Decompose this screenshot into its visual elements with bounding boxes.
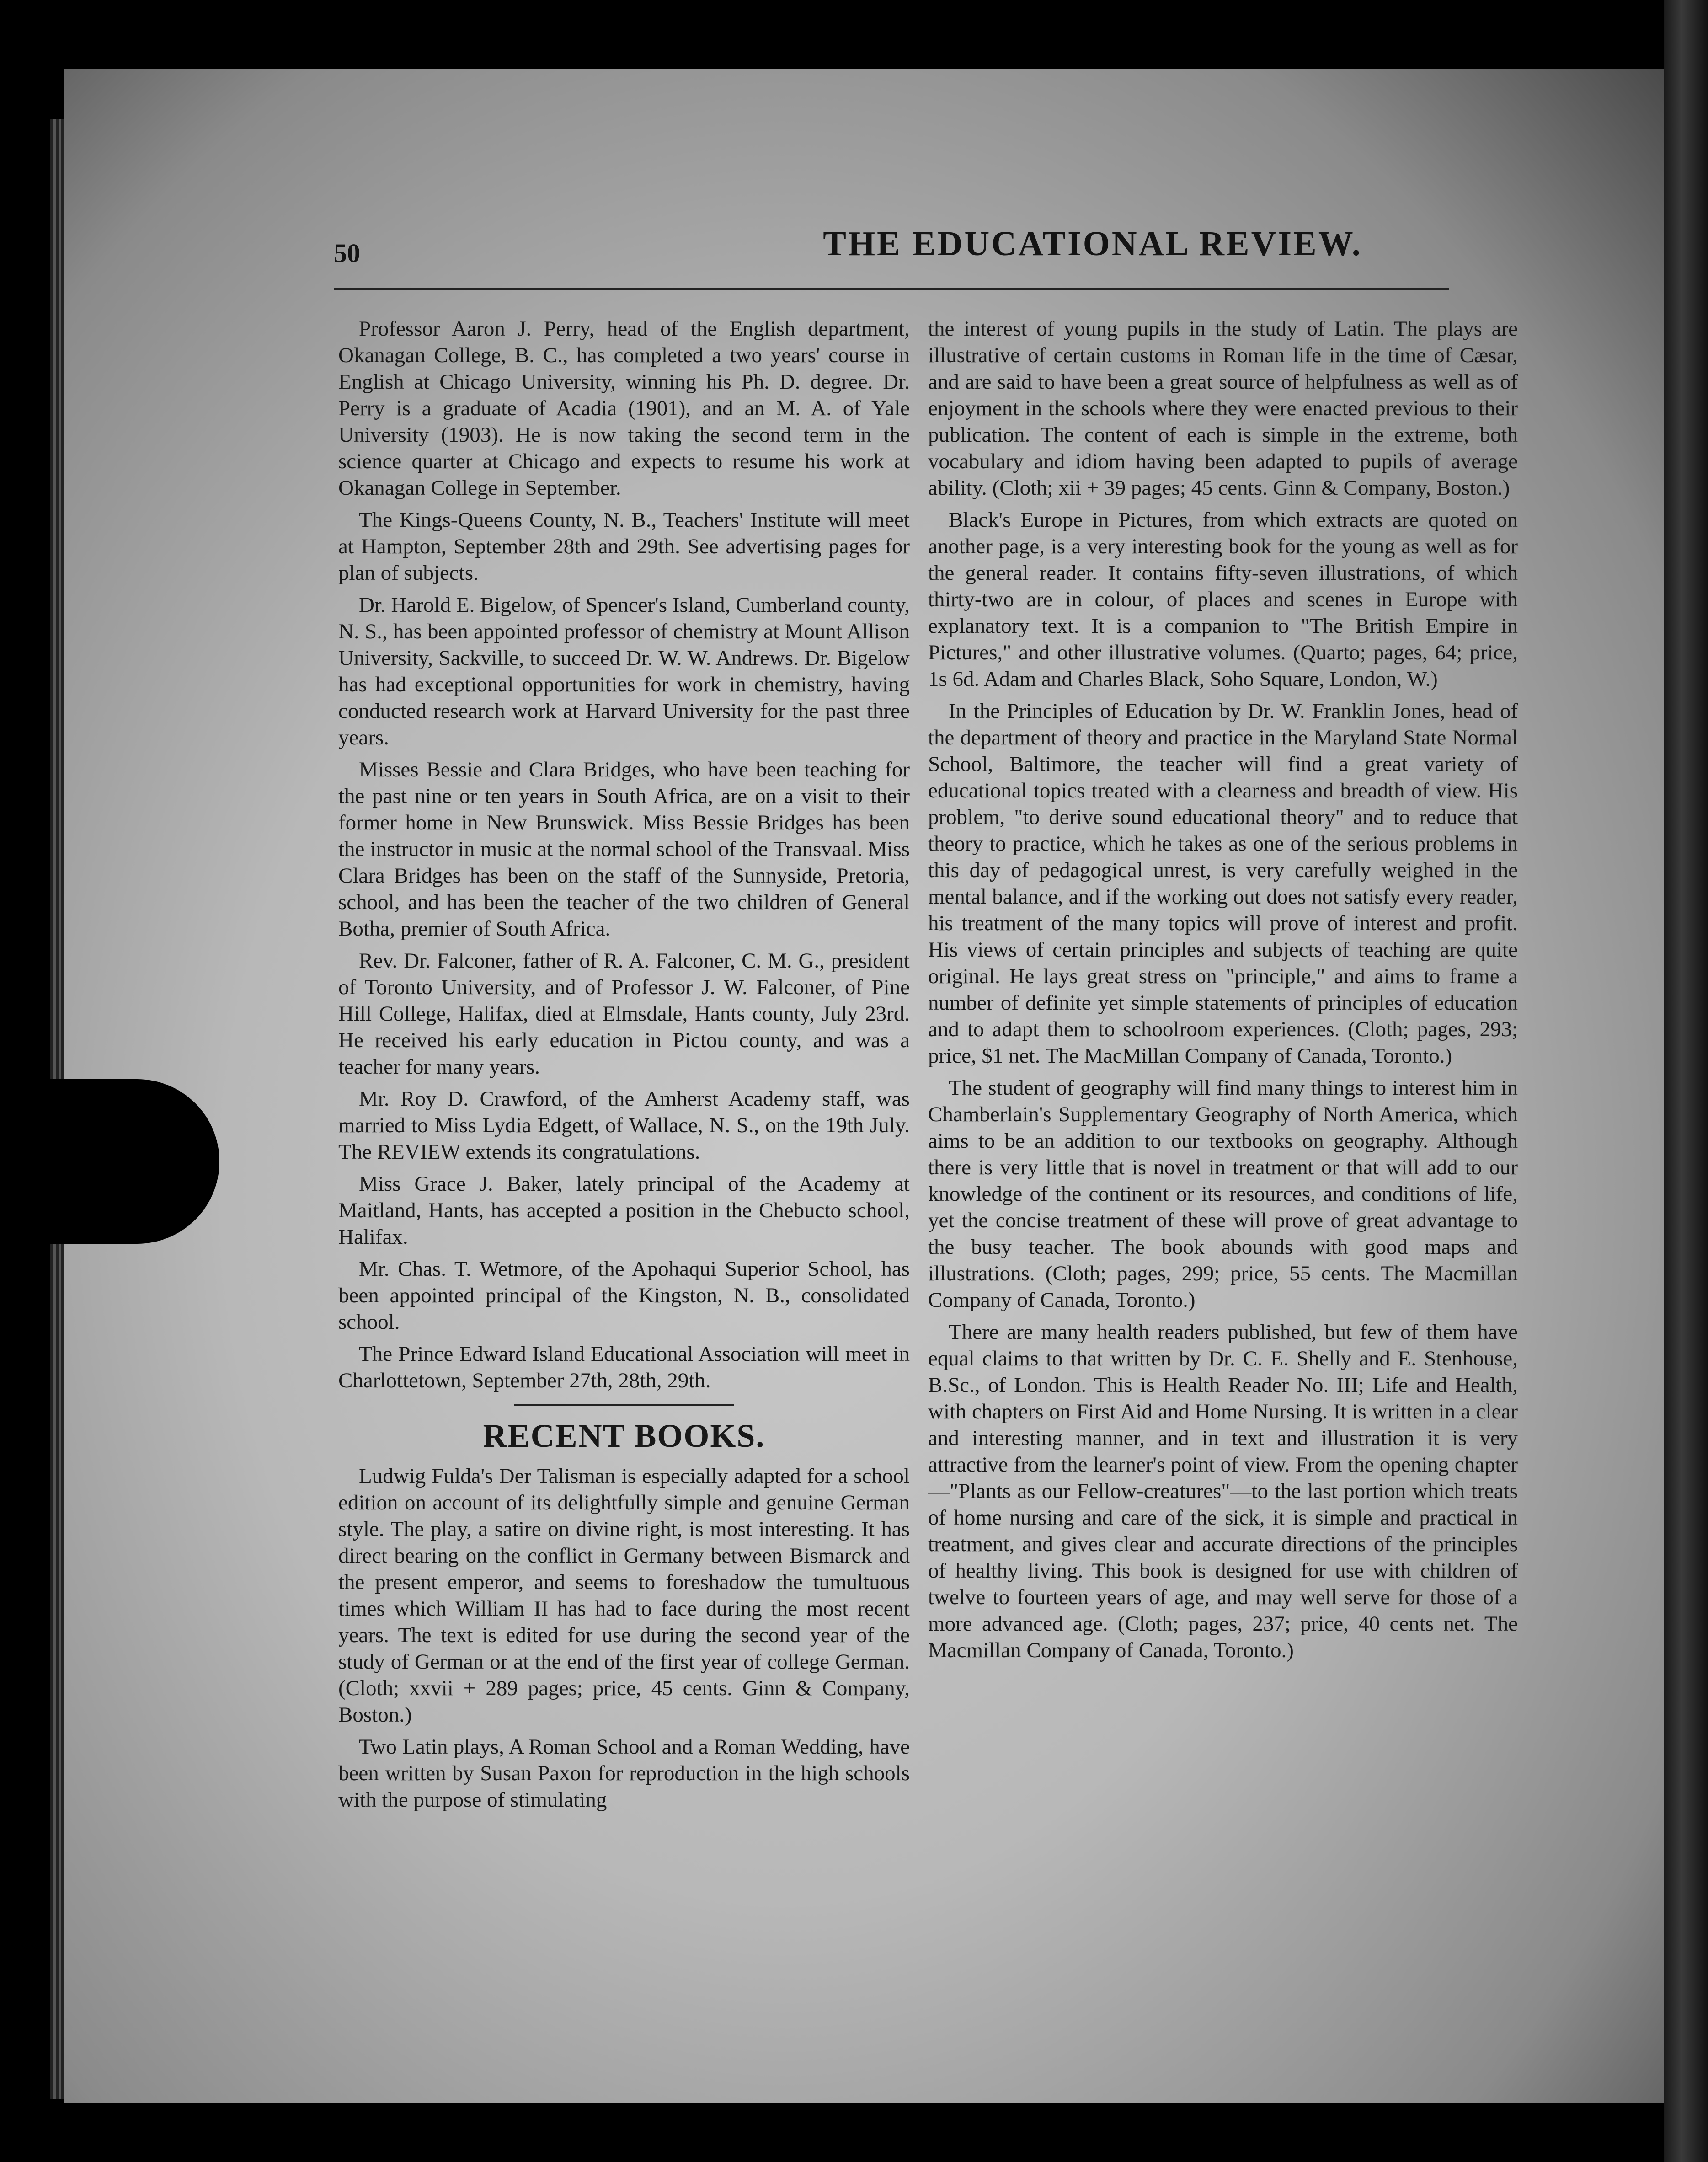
news-item: Miss Grace J. Baker, lately principal of the Academy at Maitland, Hants, has accepted a position in the Chebucto school, Halifax. <box>338 1172 910 1249</box>
book-review: In the Principles of Education by Dr. W. Franklin Jones, head of the department of theory and practice in the Maryland State Normal School, Baltimore, the teacher will find a great variety of educational topics treated with a clearness and breadth of view. His problem, "to derive sound educational theory" and to reduce that theory to practice, which he takes as one of the serious problems in this day of pedagogical unrest, is very carefully weighed in the mental balance, and if the working out does not satisfy every reader, his treatment of the many topics will prove of interest and profit. His views of certain principles and subjects of teaching are quite original. He lays great stress on "principle," and aims to frame a number of definite yet simple statements of principles of education and to adapt them to schoolroom experiences. (Cloth; pages, 293; price, $1 net. The MacMillan Company of Canada, Toronto.) <box>928 699 1518 1068</box>
page-number: 50 <box>334 238 360 268</box>
book-review: Ludwig Fulda's Der Talisman is especially adapted for a school edition on account of its delightfully simple and genuine German style. The play, a satire on divine right, is most interesting. It has direct bearing on the conflict in Germany between Bismarck and the present emperor, and seems to foreshadow the tumultuous times which William II has had to face during the most recent years. The text is edited for use during the second year of the study of German or at the end of the first year of college German. (Cloth; xxvii + 289 pages; price, 45 cents. Ginn & Company, Boston.) <box>338 1464 910 1727</box>
news-item: Dr. Harold E. Bigelow, of Spencer's Island, Cumberland county, N. S., has been appointed professor of chemistry at Mount Allison University, Sackville, to succeed Dr. W. W. Andrews. Dr. Bigelow has had exceptional opportunities for work in chemistry, having conducted research work at Harvard University for the past three years. <box>338 593 910 749</box>
book-review: the interest of young pupils in the study of Latin. The plays are illustrative of certain customs in Roman life in the time of Cæsar, and are said to have been a great source of helpfulness as well as of enjoyment in the schools where they were enacted previous to their publication. The content of each is simple in the extreme, both vocabulary and idiom having been adapted to pupils of average ability. (Cloth; xii + 39 pages; 45 cents. Ginn & Company, Boston.) <box>928 317 1518 500</box>
news-item: Misses Bessie and Clara Bridges, who have been teaching for the past nine or ten years in South Africa, are on a visit to their former home in New Brunswick. Miss Bessie Bridges has been the instructor in music at the normal school of the Transvaal. Miss Clara Bridges has been on the staff of the Sunnyside, Pretoria, school, and has been the teacher of the two children of General Botha, premier of South Africa. <box>338 758 910 941</box>
left-column <box>338 316 910 1819</box>
news-item: Mr. Roy D. Crawford, of the Amherst Academy staff, was married to Miss Lydia Edgett, of Wallace, N. S., on the 19th July. The REVIEW extends its congratulations. <box>338 1087 910 1164</box>
news-item: The Kings-Queens County, N. B., Teachers' Institute will meet at Hampton, September 28th and 29th. See advertising pages for plan of subjects. <box>338 508 910 585</box>
book-review: Black's Europe in Pictures, from which extracts are quoted on another page, is a very interesting book for the young as well as for the general reader. It contains fifty-seven illustrations, of which thirty-two are in colour, of places and scenes in Europe with explanatory text. It is a companion to "The British Empire in Pictures," and other illustrative volumes. (Quarto; pages, 64; price, 1s 6d. Adam and Charles Black, Soho Square, London, W.) <box>928 508 1518 691</box>
section-divider <box>514 1404 734 1406</box>
news-item: Mr. Chas. T. Wetmore, of the Apohaqui Superior School, has been appointed principal of the Kingston, N. B., consolidated school. <box>338 1257 910 1334</box>
book-review: The student of geography will find many things to interest him in Chamberlain's Supplementary Geography of North America, which aims to be an addition to our textbooks on geography. Although there is very little that is novel in treatment or that will add to our knowledge of the continent or its resources, and conditions of life, yet the concise treatment of these will prove of great advantage to the busy teacher. The book abounds with good maps and illustrations. (Cloth; pages, 299; price, 55 cents. The Macmillan Company of Canada, Toronto.) <box>928 1076 1518 1312</box>
news-item: Rev. Dr. Falconer, father of R. A. Falconer, C. M. G., president of Toronto University, and of Professor J. W. Falconer, of Pine Hill College, Halifax, died at Elmsdale, Hants county, July 23rd. He received his early education in Pictou county, and was a teacher for many years. <box>338 949 910 1079</box>
header-rule <box>334 288 1449 290</box>
right-column <box>928 316 1518 1669</box>
book-gutter-right <box>1664 0 1708 2162</box>
news-item: Professor Aaron J. Perry, head of the English department, Okanagan College, B. C., has completed a two years' course in English at Chicago University, winning his Ph. D. degree. Dr. Perry is a graduate of Acadia (1901), and an M. A. of Yale University (1903). He is now taking the second term in the science quarter at Chicago and expects to resume his work at Okanagan College in September. <box>338 317 910 500</box>
section-title: RECENT BOOKS. <box>483 1418 765 1454</box>
book-review: Two Latin plays, A Roman School and a Roman Wedding, have been written by Susan Paxon for reproduction in the high schools with the purpose of stimulating <box>338 1735 910 1812</box>
page-header <box>334 219 1449 274</box>
book-review: There are many health readers published, but few of them have equal claims to that written by Dr. C. E. Shelly and E. Stenhouse, B.Sc., of London. This is Health Reader No. III; Life and Health, with chapters on First Aid and Home Nursing. It is written in a clear and interesting manner, and in text and illustration it is very attractive from the learner's point of view. From the opening chapter—"Plants as our Fellow-creatures"—to the last portion which treats of home nursing and care of the sick, it is simple and practical in treatment, and gives clear and accurate directions of the principles of healthy living. This book is designed for use with children of twelve to fourteen years of age, and may well serve for those of a more advanced age. (Cloth; pages, 237; price, 40 cents net. The Macmillan Company of Canada, Toronto.) <box>928 1320 1518 1662</box>
page-title: THE EDUCATIONAL REVIEW. <box>823 225 1362 263</box>
news-item: The Prince Edward Island Educational Association will meet in Charlottetown, September 27th, 28th, 29th. <box>338 1342 910 1392</box>
thumb-shadow <box>0 1079 219 1244</box>
